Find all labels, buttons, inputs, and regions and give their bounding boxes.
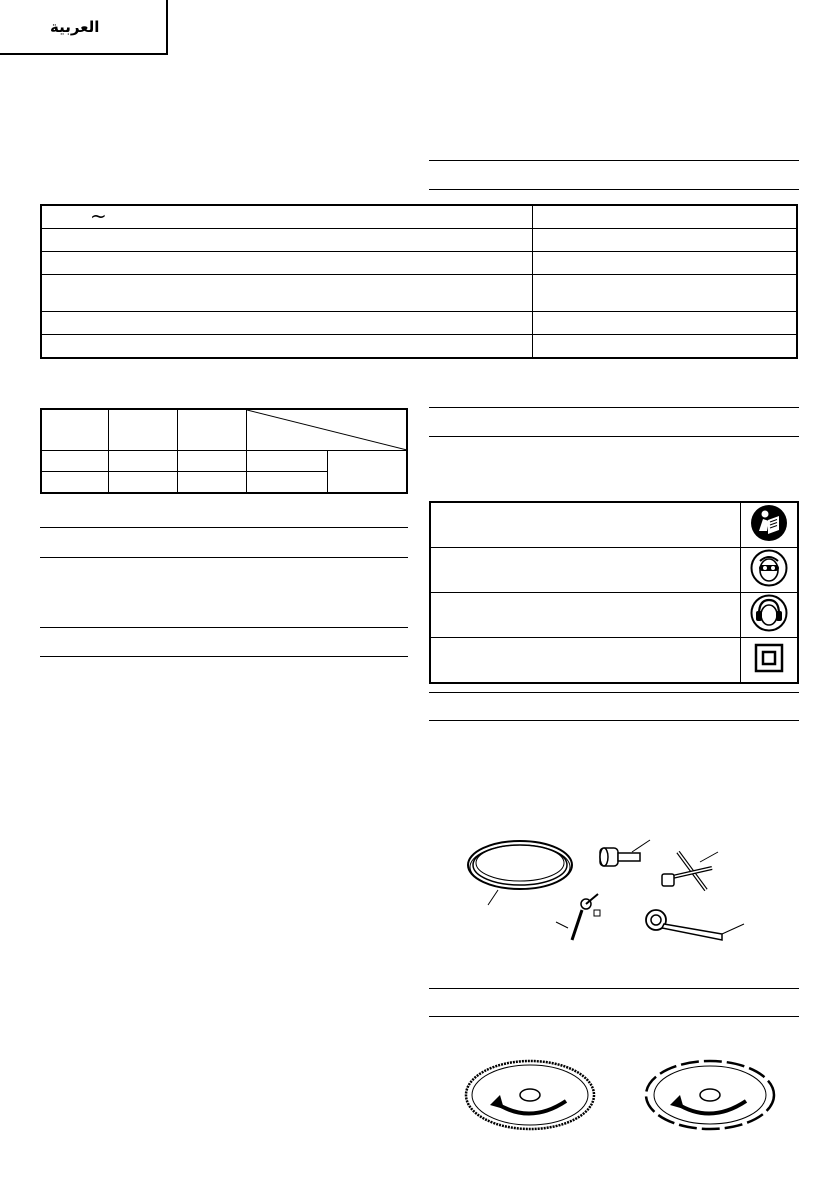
table-cell [41,409,109,451]
continuous-rim-blade-illustration [466,1061,594,1129]
section-rule [40,527,408,528]
table-row [41,205,797,229]
table-cell [533,275,798,312]
water-hose-illustration [468,841,572,905]
table-cell [109,409,178,451]
specifications-table [40,204,798,359]
table-cell [41,312,533,335]
table-cell [109,451,178,472]
blade-dimension-table [40,408,408,494]
cock-illustration [556,894,600,940]
segmented-blade-illustration [646,1061,774,1129]
ac-symbol: ~ [90,203,107,228]
table-cell [533,205,798,229]
table-row [430,593,798,638]
table-cell [328,451,408,494]
table-row [41,312,797,335]
section-rule [429,189,799,190]
spanner-illustration [646,910,744,940]
table-cell [41,205,533,229]
read-manual-icon [750,504,788,542]
table-row [41,335,797,359]
table-cell [430,593,741,638]
table-cell [533,252,798,275]
table-row [430,502,798,548]
table-cell [109,472,178,494]
table-cell [41,451,109,472]
table-cell [41,252,533,275]
table-cell [178,472,247,494]
section-rule [40,557,408,558]
table-cell [430,638,741,684]
class-ii-double-insulation-icon [753,642,785,674]
section-rule [429,436,799,437]
table-cell [247,451,328,472]
table-cell [741,502,799,548]
section-rule [429,407,799,408]
table-cell [741,638,799,684]
box-wrench-illustration [662,852,718,890]
table-cell [533,335,798,359]
adapter-illustration [600,840,650,866]
table-row [41,252,797,275]
table-cell [741,593,799,638]
table-cell [178,451,247,472]
section-rule [429,1016,799,1017]
table-row [41,275,797,312]
diagonal-header-cell [247,409,408,451]
table-cell [41,472,109,494]
table-row [430,638,798,684]
table-cell [178,409,247,451]
table-row [41,409,407,451]
table-cell [41,275,533,312]
section-rule [429,692,799,693]
table-cell [41,335,533,359]
table-cell [41,229,533,252]
table-cell [430,502,741,548]
blades-illustration [460,1055,780,1145]
table-cell [741,548,799,593]
section-rule [40,627,408,628]
section-rule [429,720,799,721]
language-tab [0,0,168,55]
table-cell [533,312,798,335]
ear-protection-icon [750,594,788,632]
table-cell [430,548,741,593]
section-rule [429,988,799,989]
table-row [41,451,407,472]
diagonal-line [247,410,407,450]
table-row [430,548,798,593]
section-rule [40,656,408,657]
table-cell [247,472,328,494]
eye-protection-icon [750,549,788,587]
table-row [41,229,797,252]
accessories-illustration [460,830,770,960]
symbols-table [429,501,799,684]
language-tab-label: العربية [50,18,100,36]
section-rule [429,160,799,161]
table-cell [533,229,798,252]
